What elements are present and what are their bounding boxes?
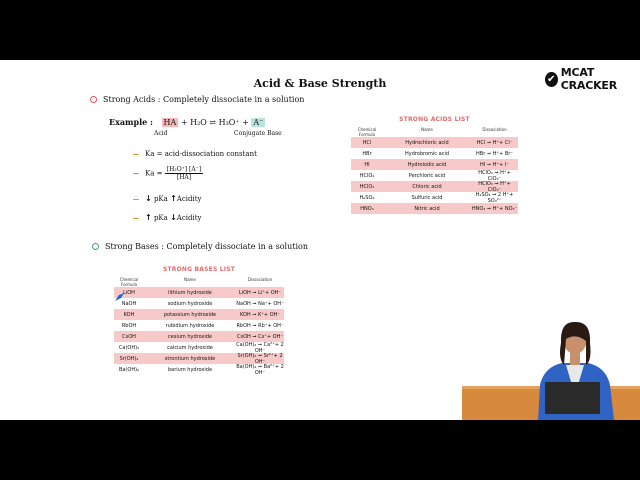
cell-diss: RbOH ➞ Rb⁺+ OH⁻ <box>236 322 284 329</box>
checkmark-icon: ✔ <box>545 72 558 87</box>
cell-name: lithium hydroxide <box>168 289 212 296</box>
cell-diss: HI ➞ H⁺+ I⁻ <box>480 161 509 168</box>
cell-diss: LiOH ➞ Li⁺+ OH⁻ <box>238 289 282 296</box>
table-row <box>114 353 284 364</box>
strong-acids-table <box>351 116 518 214</box>
slide-title: Acid & Base Strength <box>253 77 387 90</box>
up-arrow-icon: ↑ <box>170 194 177 203</box>
table-row <box>114 342 284 353</box>
cell-name: Hydroiodic acid <box>407 161 447 168</box>
cell-formula: CsOH <box>122 333 136 340</box>
example-label: Example : <box>109 117 153 127</box>
cell-formula: LiOH <box>123 289 135 296</box>
cell-formula: HCl <box>362 139 372 146</box>
cell-formula: HBr <box>362 150 372 157</box>
cell-name: Nitric acid <box>414 205 440 212</box>
strong-bases-table-title: STRONG BASES LIST <box>162 266 236 273</box>
pen-cursor-icon <box>115 293 125 301</box>
strong-bases-table <box>114 266 284 375</box>
cell-name: rubidium hydroxide <box>165 322 215 329</box>
down-arrow-icon: ↓ <box>145 194 152 203</box>
cell-diss: Ca(OH)₂ ➞ Ca²⁺+ 2 OH⁻ <box>236 341 284 354</box>
cell-name: calcium hydroxide <box>167 344 213 351</box>
pka-high-acidity-low: ↑ pKa ↓Acidity <box>133 213 201 222</box>
table-row <box>114 364 284 375</box>
ka-fraction: $\frac{\text{[H₃O⁺] [A⁻]}}{[HA]}$ <box>166 166 202 181</box>
table-row <box>351 181 518 192</box>
table-header: Chemical Formula Name Dissociation <box>119 277 273 287</box>
ka-definition: Ka = acid-dissociation constant <box>133 150 257 158</box>
table-row <box>114 298 284 309</box>
table-row <box>114 309 284 320</box>
up-arrow-icon: ↑ <box>145 213 152 222</box>
table-row <box>351 170 518 181</box>
slide <box>0 60 640 420</box>
table-header: Chemical Formula Name Dissociation <box>357 127 507 137</box>
cell-diss: HClO₃ ➞ H⁺+ ClO₃⁻ <box>478 180 511 193</box>
table-row <box>351 192 518 203</box>
cell-name: Sulfuric acid <box>411 194 443 201</box>
circle-bullet-icon <box>90 96 97 103</box>
cell-formula: KOH <box>123 311 135 318</box>
down-arrow-icon: ↓ <box>170 213 177 222</box>
cell-diss: Sr(OH)₂ ➞ Sr²⁺+ 2 OH⁻ <box>237 352 283 365</box>
cell-name: Chloric acid <box>412 183 442 190</box>
cell-formula: HClO₃ <box>359 183 375 190</box>
cell-formula: HClO₄ <box>359 172 375 179</box>
circle-bullet-icon <box>92 243 99 250</box>
table-row <box>351 159 518 170</box>
cell-name: barium hydroxide <box>167 366 213 373</box>
pka-low-acidity-high: ↓ pKa ↑Acidity <box>133 194 201 203</box>
table-row <box>114 320 284 331</box>
cell-diss: KOH ➞ K⁺+ OH⁻ <box>239 311 281 318</box>
dash-icon <box>133 173 139 174</box>
cell-formula: Ba(OH)₂ <box>118 366 140 373</box>
a-minus-highlight: A⁻ <box>253 118 264 127</box>
cell-name: strontium hydroxide <box>164 355 216 362</box>
table-row <box>351 137 518 148</box>
cell-name: cesium hydroxide <box>167 333 213 340</box>
ka-equation: Ka = $\frac{\text{[H₃O⁺] [A⁻]}}{[HA]}$ <box>133 166 203 181</box>
logo <box>545 66 640 92</box>
dash-icon <box>133 199 139 200</box>
strong-acids-bullet <box>90 95 304 104</box>
strong-acids-text: Strong Acids : Completely dissociate in a solution <box>103 95 305 104</box>
cell-diss: Ba(OH)₂ ➞ Ba²⁺+ 2 OH⁻ <box>236 363 284 376</box>
cell-formula: RbOH <box>121 322 137 329</box>
ha-highlight: HA <box>163 118 177 127</box>
cell-diss: NaOH ➞ Na⁺+ OH⁻ <box>236 300 284 307</box>
table-row <box>351 148 518 159</box>
strong-bases-bullet <box>92 242 308 251</box>
table-row <box>351 203 518 214</box>
strong-acids-table-title: STRONG ACIDS LIST <box>399 116 470 123</box>
acid-equation <box>109 117 265 127</box>
cell-diss: HClO₄ ➞ H⁺+ ClO₄⁻ <box>478 169 511 182</box>
cell-formula: Ca(OH)₂ <box>118 344 140 351</box>
strong-bases-text: Strong Bases : Completely dissociate in a solution <box>105 242 308 251</box>
logo-text: MCAT CRACKER <box>560 66 617 92</box>
cell-name: Perchloric acid <box>408 172 446 179</box>
equation-middle: + H₂O ⇌ H₃O⁺ + <box>180 118 249 127</box>
cell-name: Hydrobromic acid <box>404 150 450 157</box>
dash-icon <box>133 154 139 155</box>
cell-diss: H₂SO₄ ➞ 2 H⁺+ SO₄²⁻ <box>475 191 514 204</box>
cell-formula: NaOH <box>121 300 137 307</box>
table-row <box>114 287 284 298</box>
monitor <box>545 382 600 414</box>
cell-diss: HNO₃ ➞ H⁺+ NO₃⁻ <box>471 205 518 212</box>
cell-formula: HI <box>364 161 370 168</box>
dash-icon <box>133 218 139 219</box>
cell-name: potassium hydroxide <box>163 311 217 318</box>
cell-diss: CsOH ➞ Cs⁺+ OH⁻ <box>236 333 283 340</box>
cell-diss: HCl ➞ H⁺+ Cl⁻ <box>476 139 513 146</box>
acid-label: Acid <box>154 130 168 137</box>
cell-formula: Sr(OH)₂ <box>119 355 139 362</box>
cell-name: sodium hydroxide <box>167 300 213 307</box>
table-row <box>114 331 284 342</box>
conjugate-base-label: Conjugate Base <box>234 130 282 137</box>
cell-formula: HNO₃ <box>360 205 374 212</box>
cell-formula: H₂SO₄ <box>359 194 375 201</box>
cell-name: Hydrochloric acid <box>405 139 449 146</box>
cell-diss: HBr ➞ H⁺+ Br⁻ <box>476 150 513 157</box>
